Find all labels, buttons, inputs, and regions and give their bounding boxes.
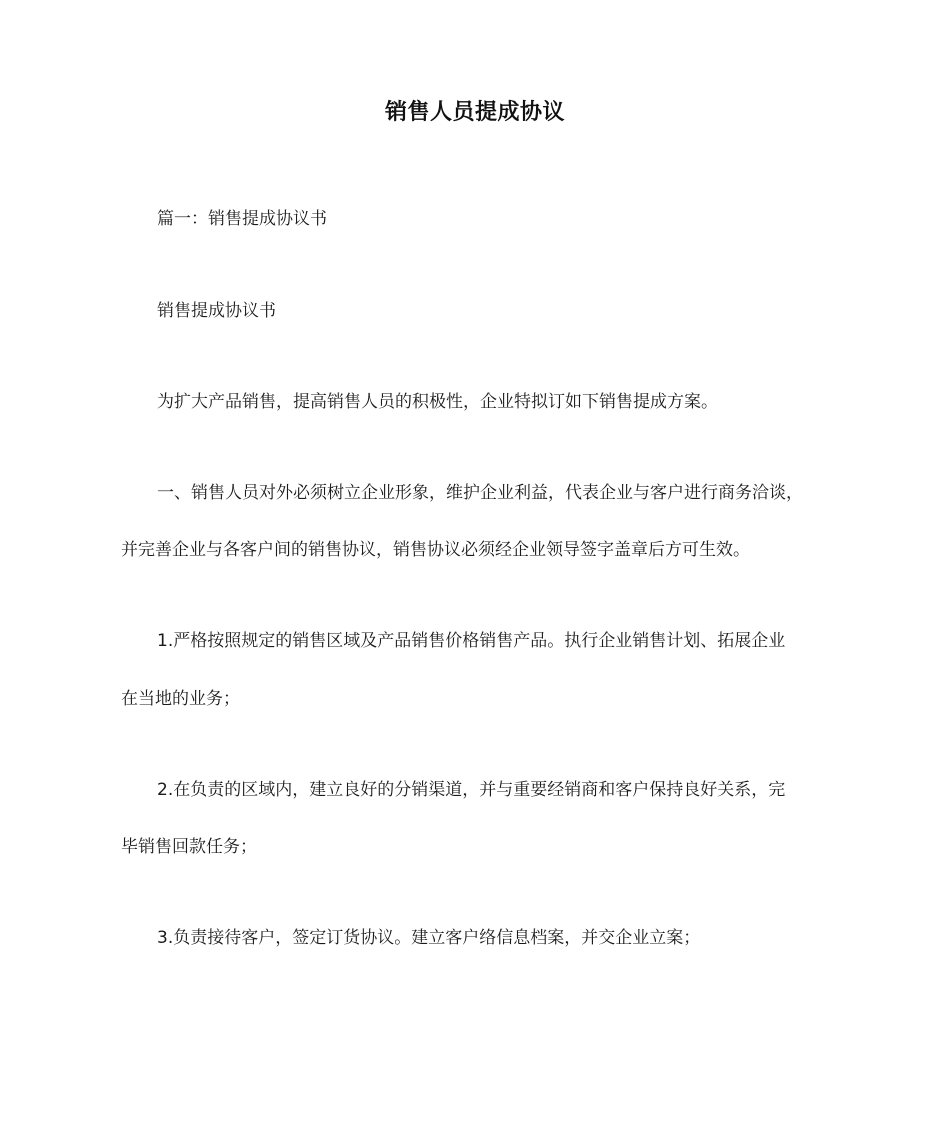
subtitle: 销售提成协议书 (157, 301, 276, 321)
item-2-line-2: 毕销售回款任务； (121, 837, 257, 857)
item-3: 3.负责接待客户，签定订货协议。建立客户络信息档案，并交企业立案； (157, 928, 701, 948)
item-2-line-1: 2.在负责的区域内，建立良好的分销渠道，并与重要经销商和客户保持良好关系，完 (157, 780, 786, 800)
item-1-line-2: 在当地的业务； (121, 689, 240, 709)
intro-paragraph: 为扩大产品销售，提高销售人员的积极性，企业特拟订如下销售提成方案。 (157, 392, 718, 412)
clause-1-line-2: 并完善企业与各客户间的销售协议，销售协议必须经企业领导签字盖章后方可生效。 (121, 540, 750, 560)
document-title: 销售人员提成协议 (384, 100, 565, 125)
item-1-line-1: 1.严格按照规定的销售区域及产品销售价格销售产品。执行企业销售计划、拓展企业 (157, 631, 786, 651)
section-heading: 篇一：销售提成协议书 (157, 209, 327, 229)
clause-1-line-1: 一、销售人员对外必须树立企业形象，维护企业利益，代表企业与客户进行商务洽谈， (157, 483, 803, 503)
